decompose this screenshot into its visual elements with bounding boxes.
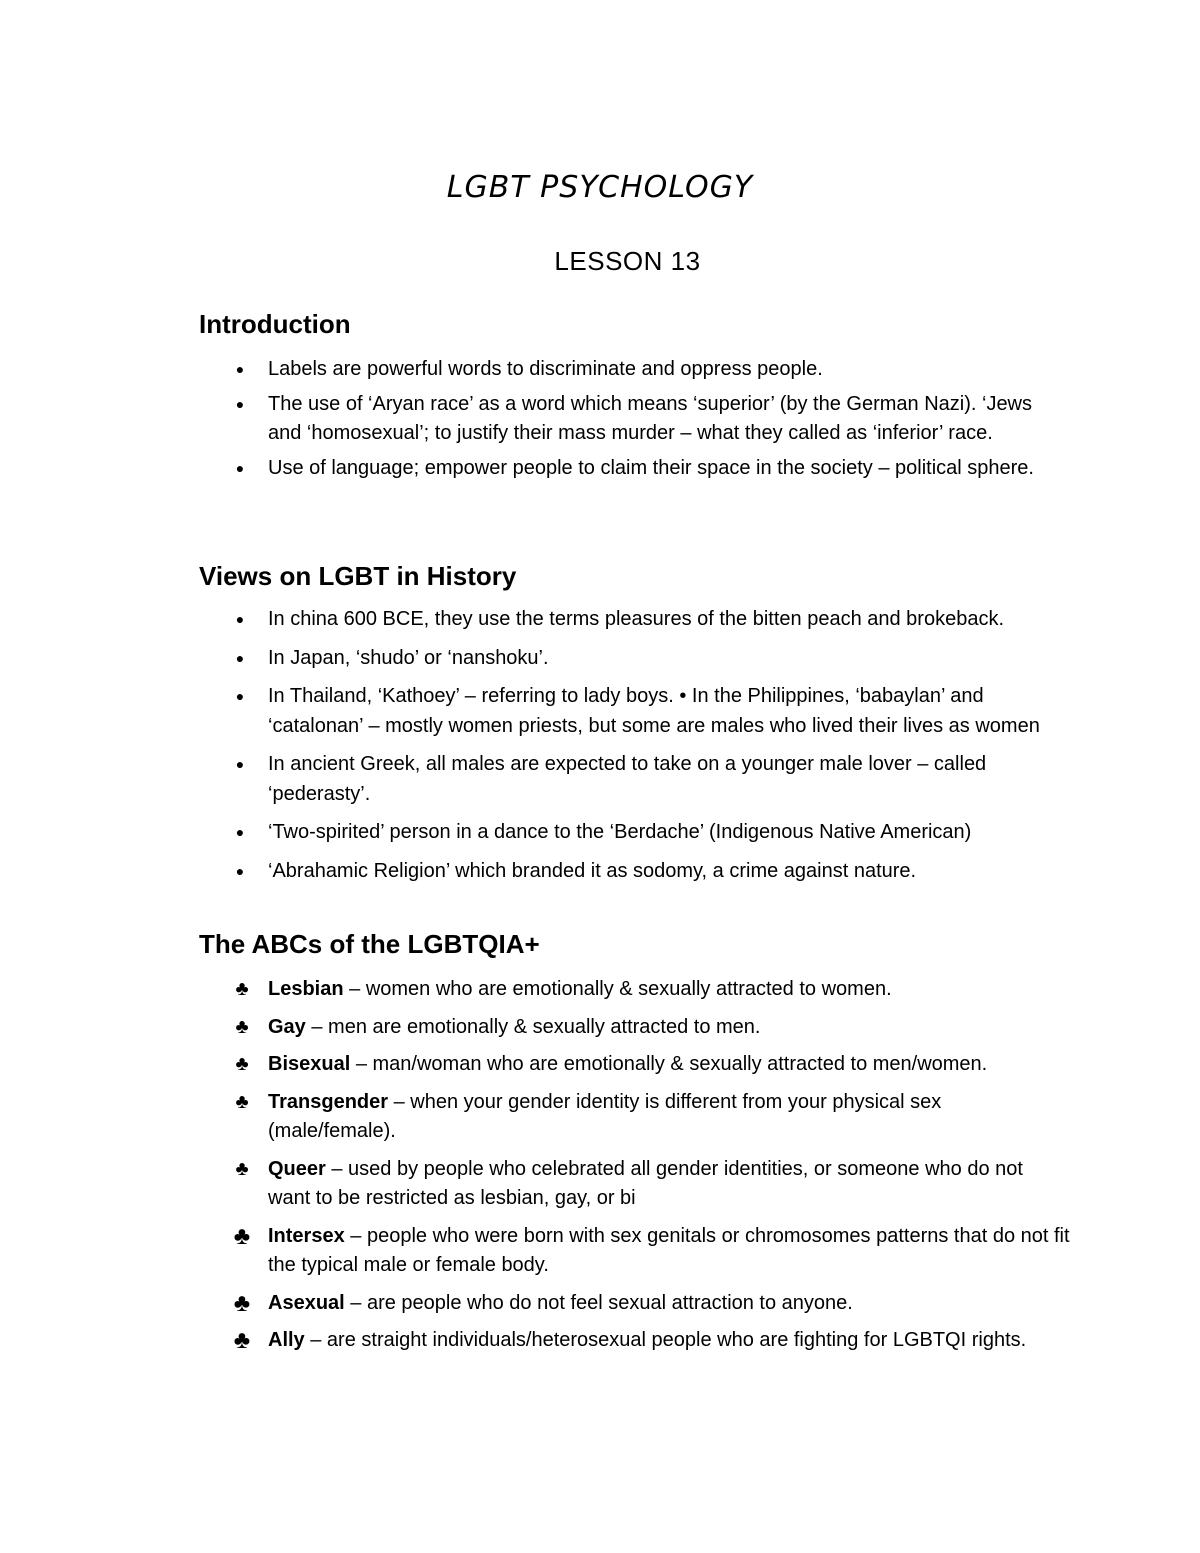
section-heading-history: Views on LGBT in History [199,561,517,591]
bullet-icon: ● [235,361,245,377]
list-item [0,355,1200,385]
club-suit-icon: ♣ [233,1288,251,1317]
lesson-number: LESSON 13 [554,246,701,276]
bullet-icon: ● [235,688,245,704]
list-item-text: ‘Two-spirited’ person in a dance to the ‘Berdache’ (Indigenous Native American) [268,821,972,843]
list-item-text: In Thailand, ‘Kathoey’ – referring to lady boys. • In the Philippines, ‘babaylan’ and ‘catalonan’ – mostly women priests, but some are males who lived their lives as women [268,685,1040,737]
list-item-text: In ancient Greek, all males are expected to take on a younger male lover – called ‘pederasty’. [268,753,987,805]
list-item-text: In Japan, ‘shudo’ or ‘nanshoku’. [268,646,549,669]
term-definition: – are people who do not feel sexual attraction to anyone. [344,1291,853,1314]
term-definition: – are straight individuals/heterosexual people who are fighting for LGBTQI rights. [304,1329,1027,1351]
list-item [0,818,1200,848]
term-label: Lesbian [268,978,344,1000]
list-item [0,1013,1200,1043]
term-definition: – when your gender identity is different from your physical sex (male/female). [268,1090,942,1142]
list-item [0,1222,1200,1281]
bullet-icon: ● [235,649,245,666]
list-item-text: ‘Abrahamic Religion’ which branded it as sodomy, a crime against nature. [268,859,917,882]
bullet-icon: ● [235,824,245,840]
club-suit-icon: ♣ [235,1090,249,1113]
list-item [0,1050,1200,1080]
list-item [0,605,1200,635]
bullet-icon: ● [235,459,245,476]
term-definition: – people who were born with sex genitals or chromosomes patterns that do not fit the typical male or female body. [268,1224,1070,1276]
history-list [0,605,1200,886]
term-definition: – used by people who celebrated all gender identities, or someone who do not want to be restricted as lesbian, gay, or bi [268,1157,1023,1209]
club-suit-icon: ♣ [235,1015,249,1038]
club-suit-icon: ♣ [235,1053,249,1075]
list-item-text: Use of language; empower people to claim their space in the society – political sphere. [268,456,1034,479]
bullet-icon: ● [235,756,245,772]
term-label: Transgender [268,1090,389,1113]
section-heading-introduction: Introduction [199,309,351,339]
list-item [0,682,1200,741]
club-suit-icon: ♣ [233,1326,251,1354]
club-suit-icon: ♣ [233,1221,251,1250]
list-item [0,454,1200,484]
list-item [0,1289,1200,1319]
term-label: Intersex [268,1224,345,1247]
list-item-text: In china 600 BCE, they use the terms pleasures of the bitten peach and brokeback. [268,608,1005,630]
list-item-text: Labels are powerful words to discriminate and oppress people. [268,358,823,380]
term-definition: – men are emotionally & sexually attracted to men. [305,1015,761,1038]
term-definition: – man/woman who are emotionally & sexually attracted to men/women. [350,1053,988,1075]
term-label: Asexual [268,1291,345,1314]
bullet-icon: ● [235,862,245,879]
list-item [0,1155,1200,1214]
list-item [0,975,1200,1005]
bullet-icon: ● [235,395,245,412]
list-item-text: The use of ‘Aryan race’ as a word which means ‘superior’ (by the German Nazi). ‘Jews and ‘homosexual’; to justify their mass murder – what they called as ‘inferior’ race. [268,392,1033,444]
list-item [0,644,1200,674]
list-item [0,1326,1200,1356]
term-label: Gay [268,1015,306,1038]
term-label: Bisexual [268,1053,351,1075]
term-definition: – women who are emotionally & sexually attracted to women. [343,978,892,1000]
list-item [0,750,1200,809]
club-suit-icon: ♣ [235,978,249,1000]
term-label: Ally [268,1329,305,1351]
club-suit-icon: ♣ [235,1157,249,1180]
list-item [0,857,1200,887]
list-item [0,390,1200,449]
list-item [0,1088,1200,1147]
abcs-list [0,975,1200,1356]
bullet-icon: ● [235,611,245,627]
document-title: LGBT PSYCHOLOGY [446,170,754,205]
introduction-list [0,355,1200,483]
term-label: Queer [268,1157,326,1180]
section-heading-abcs: The ABCs of the LGBTQIA+ [199,929,540,959]
